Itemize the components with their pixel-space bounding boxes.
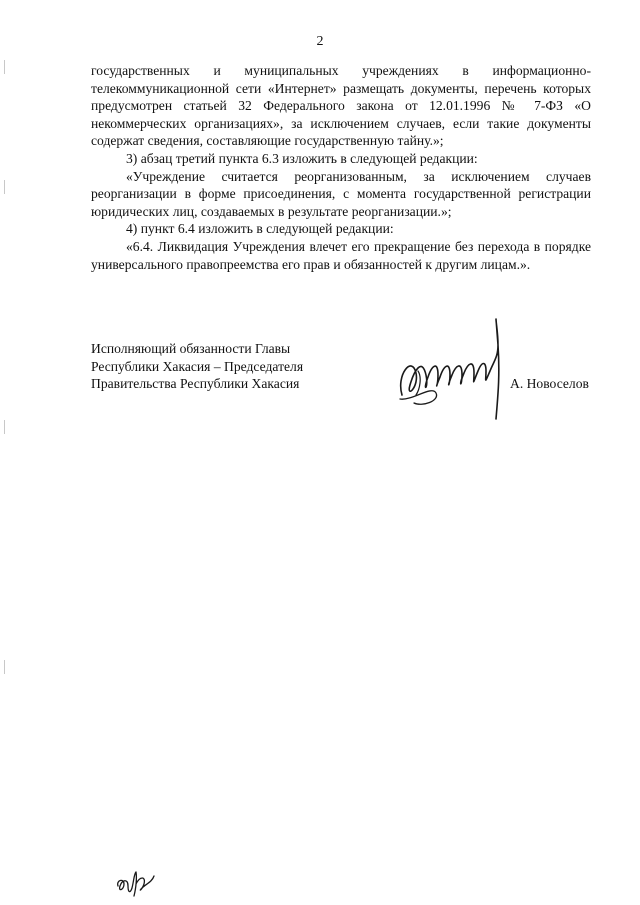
paragraph-continuation: государственных и муниципальных учреждениях в информационно-телекоммуникационной сети «Интернет» размещать документы, перечень которых предусмотрен статьей 32 Федерального закона от 12.01.1996 № 7-ФЗ «О некоммерческих организациях», за исключением случаев, если такие документы содержат сведения, составляющие государственную тайну.»; [91,63,591,149]
paragraph-item-4: 4) пункт 6.4 изложить в следующей редакции: [126,221,394,237]
signer-name: А. Новоселов [510,376,589,391]
page-number: 2 [316,34,324,49]
signatory-title-line: Исполняющий обязанности Главы [91,341,291,356]
paragraph-item-3: 3) абзац третий пункта 6.3 изложить в следующей редакции: [126,150,478,166]
paragraph-quote-6-3: «Учреждение считается реорганизованным, за исключением случаев реорганизации в форме присоединения, с момента государственной регистрации юридических лиц, создаваемых в результате реорганизации.»; [91,168,591,219]
paragraph-quote-6-4: «6.4. Ликвидация Учреждения влечет его прекращение без перехода в порядке универсального правопреемства его прав и обязанностей к другим лицам.». [91,238,591,272]
signatory-title [91,340,303,393]
handwritten-initials [114,866,158,898]
handwritten-signature [392,315,522,425]
scan-edge-mark [4,60,5,74]
scan-edge-mark [4,180,5,194]
scan-edge-mark [4,660,5,674]
document-body [91,62,591,273]
signatory-title-line: Правительства Республики Хакасия [91,376,300,392]
scan-edge-mark [4,420,5,434]
signatory-title-line: Республики Хакасия – Председателя [91,358,304,374]
